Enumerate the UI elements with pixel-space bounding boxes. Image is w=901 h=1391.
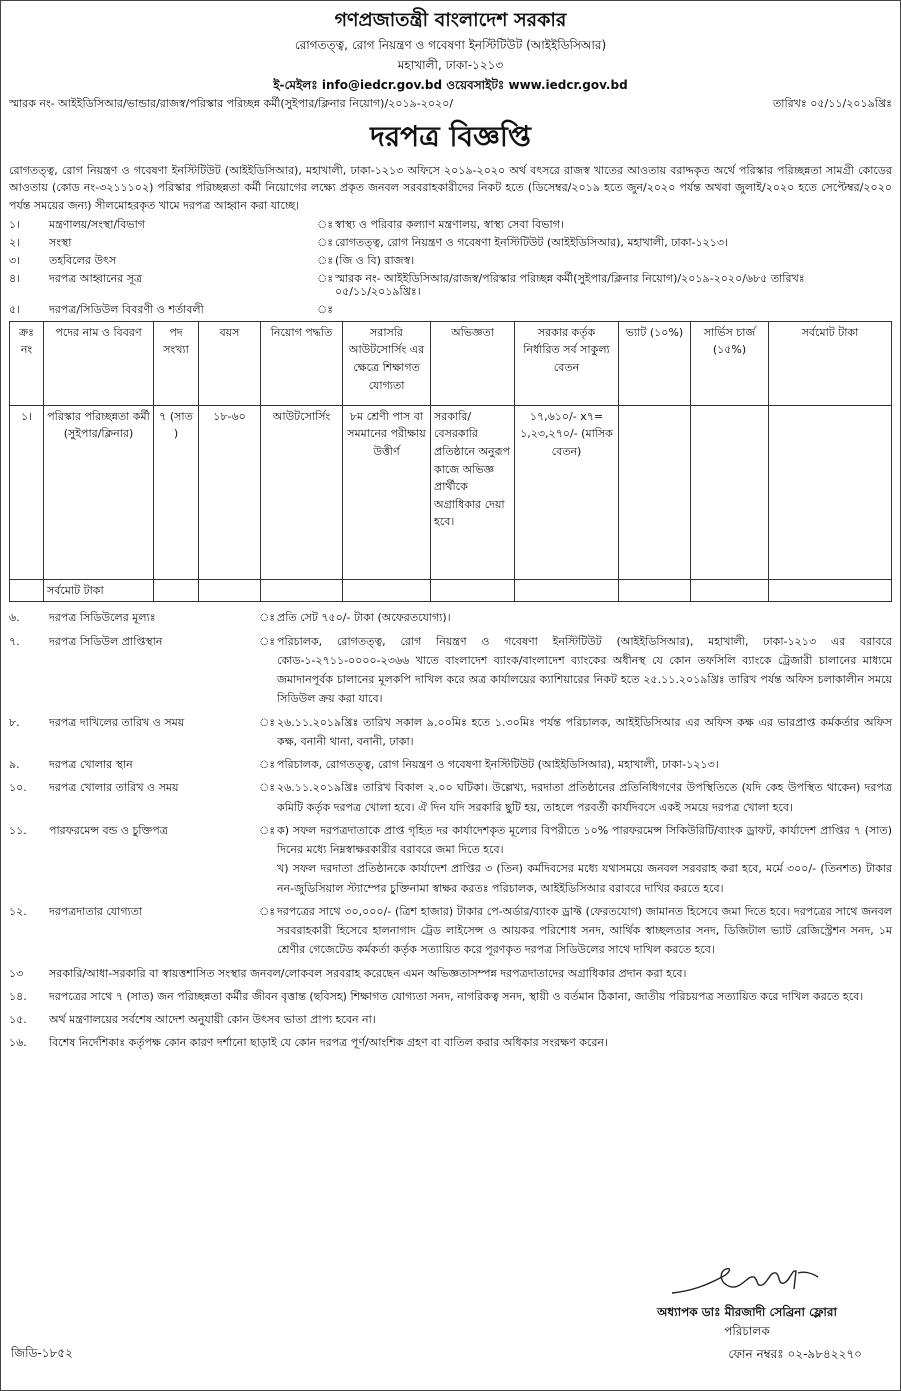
clause-label: দরপত্রদাতার যোগ্যতা [49, 904, 143, 918]
cell-post-name: পরিস্কার পরিচ্ছন্নতা কর্মী (সুইপার/ক্লিনার) [44, 405, 154, 579]
signature-block [632, 1263, 862, 1339]
memo-date: তারিখঃ ০৫/১১/২০১৯খ্রিঃ [773, 96, 892, 110]
website-link[interactable]: www.iedcr.gov.bd [508, 77, 628, 92]
wide-clause-num: ১৪. [9, 989, 27, 1003]
cell-method: আউটসোর্সিং [261, 405, 343, 579]
info-list [9, 216, 892, 319]
col-serial: ক্রঃ নং [10, 321, 44, 405]
info-num: ২। [9, 236, 21, 250]
phone-number: ফোন নম্বরঃ ০২-৯৮৪২২৭০ [728, 1347, 862, 1361]
wide-clause-list [9, 962, 892, 1055]
clause-num: ১১. [9, 823, 27, 837]
info-value: (জি ও বি) রাজস্ব। [335, 253, 415, 267]
total-empty [431, 579, 515, 602]
info-num: ৫। [9, 303, 21, 317]
table-header-row [10, 321, 892, 405]
cell-vat [619, 405, 691, 579]
clause-label: দরপত্র খোলার তারিখ ও সময় [49, 781, 179, 795]
wide-clause-num: ১৩ [9, 966, 24, 980]
institute-name: রোগতত্ত্ব, রোগ নিয়ন্ত্রণ ও গবেষণা ইনস্টিটিউট (আইইডিসিআর) [294, 37, 607, 52]
wide-clause-num: ১৫. [9, 1013, 27, 1027]
clause-value-b: খ) সফল দরদাতা প্রতিষ্ঠানকে কার্যাদেশ প্রাপ্তির ৩ (তিন) কর্মদিবসের মধ্যে যথাসময়ে জনবল সরবরাহ করা হবে, মর্মে ৩০০/- (তিনশত) টাকার নন-জুডিসিয়াল স্ট্যাম্পের চুক্তিনামা স্বাক্ষর করতঃ পরিচালক, আইইডিসিআর বরাবরে দাখির করতে হবে। [277, 862, 892, 895]
info-label: তহবিলের উৎস [49, 253, 117, 267]
header [9, 9, 892, 93]
total-empty [10, 579, 44, 602]
total-empty [769, 579, 892, 602]
intro-paragraph: রোগতত্ত্ব, রোগ নিয়ন্ত্রণ ও গবেষণা ইনস্টিটিউট (আইইডিসিআর), মহাখালী, ঢাকা-১২১৩ অফিসে ২০১৯-২০২০ অর্থ বৎসরে রাজস্ব খাতের আওতায় বরাদ্দকৃত অর্থে পরিস্কার পরিচ্ছন্নতা সামগ্রী কোডের আওতায় (কোড নং-৩২১১১০২) পরিস্কার পরিচ্ছন্নতা কর্মী নিয়োগের লক্ষ্যে প্রকৃত জনবল সরবরাহকারীদের নিকট হতে (ডিসেম্বর/২০১৯ হতে জুন/২০২০ পর্যন্ত অথবা জুলাই/২০২০ হতে সেপ্টেম্বর/২০২০ পর্যন্ত সময়ের জন্য) সীলমোহরকৃত খামে দরপত্র আহ্বান করা যাচ্ছে। [9, 163, 893, 212]
clause-num: ৮. [9, 715, 20, 729]
total-empty [154, 579, 199, 602]
clause-sep: ঃ [259, 781, 276, 795]
col-salary: সরকার কর্তৃক নির্ধারিত সর্ব সাকুল্য বেতন [515, 321, 619, 405]
memo-number: স্মারক নং- আইইডিসিআর/ভান্ডার/রাজস্ব/পরিস্কার পরিচ্ছন্ন কর্মী(সুইপার/ক্লিনার নিয়োগ)/২০১৯-২০২০/ [9, 96, 454, 110]
wide-clause-text: বিশেষ নির্দেশিকাঃ কর্তৃপক্ষ কোন কারণ দর্শানো ছাড়াই যে কোন দরপত্র পূর্ণ/আংশিক গ্রহণ বা বাতিল করার অধিকার সংরক্ষণ করেন। [49, 1036, 608, 1050]
col-method: নিয়োগ পদ্ধতি [261, 321, 343, 405]
clause-num: ৭. [9, 634, 20, 648]
total-empty [261, 579, 343, 602]
info-sep: ঃ [317, 303, 334, 317]
wide-clause-text: সরকারি/আধা-সরকারি বা স্বায়ত্তশাসিত সংস্থার জনবল/লোকবল সরবরাহ করেছেন এমন অভিজ্ঞতাসম্পন্ন দরপত্রদাতাদের অগ্রাধিকার প্রদান করা হবে। [49, 966, 687, 980]
clause-label: দরপত্র সিডিউলের মূল্যঃ [49, 611, 156, 625]
gd-code: জিডি-১৮৫২ [11, 1346, 73, 1360]
info-label: দরপত্র আহ্বানের সূত্র [49, 271, 143, 285]
email-label: ই-মেইলঃ [273, 77, 318, 92]
clause-sep: ঃ [259, 634, 276, 648]
info-sep: ঃ [317, 253, 334, 267]
notice-title: দরপত্র বিজ্ঞপ্তি [370, 119, 531, 153]
clause-sep: ঃ [259, 758, 276, 772]
info-value: স্বাস্থ্য ও পরিবার কল্যাণ মন্ত্রণালয়, স্বাস্থ্য সেবা বিভাগ। [335, 218, 564, 232]
info-value: রোগতত্ত্ব, রোগ নিয়ন্ত্রণ ও গবেষণা ইনস্টিটিউট (আইইডিসিআর), মহাখালী, ঢাকা-১২১৩। [335, 236, 728, 250]
info-value: স্মারক নং- আইইডিসিআর/রাজস্ব/পরিস্কার পরিচ্ছন্ন কর্মী(সুইপার/ক্লিনার নিয়োগ)/২০১৯-২০২০/৬৮৫ তারিখঃ ০৫/১১/২০১৯খ্রিঃ। [335, 271, 805, 299]
info-num: ১। [9, 218, 21, 232]
clause-value: ২৬.১১.২০১৯খ্রিঃ তারিখ সকাল ৯.০০মিঃ হতে ১.৩০মিঃ পর্যন্ত পরিচালক, আইইডিসিআর এর অফিস কক্ষ এর ভারপ্রাপ্ত কর্মকর্তার অফিস কক্ষ, বনানী থানা, বনানী, ঢাকা। [277, 715, 892, 748]
col-service-charge: সার্ভিস চার্জ (১৫%) [691, 321, 769, 405]
info-num: ৩। [9, 253, 21, 267]
clause-value [277, 819, 892, 900]
clause-sep: ঃ [259, 904, 276, 918]
info-sep: ঃ [317, 236, 334, 250]
schedule-table [9, 321, 892, 603]
cell-post-count: ৭ (সাত ) [154, 405, 199, 579]
col-age: বয়স [199, 321, 261, 405]
signatory-role: পরিচালক [724, 1324, 770, 1338]
cell-total [769, 405, 892, 579]
clause-value: পরিচালক, রোগতত্ত্ব, রোগ নিয়ন্ত্রণ ও গবেষণা ইনস্টিটিউট (আইইডিসিআর), মহাখালী, ঢাকা-১২১৩। [277, 758, 719, 772]
col-qualification: সরাসরি আউটসোর্সিং এর ক্ষেত্রে শিক্ষাগত যোগ্যতা [343, 321, 431, 405]
info-num: ৪। [9, 271, 21, 285]
clause-list [9, 606, 892, 961]
clause-sep: ঃ [259, 715, 276, 729]
cell-service-charge [691, 405, 769, 579]
signatory-name: অধ্যাপক ডাঃ মীরজাদী সেব্রিনা ফ্লোরা [657, 1305, 837, 1319]
info-label: সংস্থা [49, 236, 72, 250]
cell-serial: ১। [10, 405, 44, 579]
clause-value: প্রতি সেট ৭৫০/- টাকা (অফেরতযোগ্য)। [277, 611, 451, 625]
info-label: মন্ত্রণালয়/সংস্থা/বিভাগ [49, 218, 146, 232]
cell-qualification: ৮ম শ্রেণী পাস বা সমমানের পরীক্ষায় উত্তীর্ণ [343, 405, 431, 579]
wide-clause-text: অর্থ মন্ত্রণালয়ের সর্বশেষ আদেশ অনুযায়ী কোন উৎসব ভাতা প্রাপ্য হবেন না। [49, 1013, 376, 1027]
clause-sep: ঃ [259, 611, 276, 625]
total-empty [691, 579, 769, 602]
wide-clause-text: দরপত্রের সাথে ৭ (সাত) জন পরিচ্ছন্নতা কর্মীর জীবন বৃত্তান্ত (ছবিসহ) শিক্ষাগত যোগ্যতা সনদ, নাগরিকত্ব সনদ, স্থায়ী ও বর্তমান ঠিকানা, জাতীয় পরিচয়পত্র সত্যায়িত করে দাখিল করতে হবে। [49, 989, 864, 1003]
email-link[interactable]: info@iedcr.gov.bd [321, 77, 443, 92]
clause-sep: ঃ [259, 823, 276, 837]
government-title: গণপ্রজাতন্ত্রী বাংলাদেশ সরকার [334, 9, 567, 31]
clause-num: ১০. [9, 781, 27, 795]
clause-label: দরপত্র দাখিলের তারিখ ও সময় [49, 715, 185, 729]
total-label: সর্বমোট টাকা [44, 579, 154, 602]
wide-clause-num: ১৬. [9, 1036, 27, 1050]
website-label: ওয়েবসাইটঃ [446, 77, 505, 92]
clause-value: দরপত্রের সাথে ৩০,০০০/- (ত্রিশ হাজার) টাকার পে-অর্ডার/ব্যাংক ড্রাফ্ট (ফেরতযোগ) জামানত হিসেবে জমা দিতে হবে। দরপত্রের সাথে জনবল সরবরাহকারী হিসেবে হালনাগাদ ট্রেড লাইসেন্স ও আয়কর পরিশোধ সনদ, আর্থিক স্বাচ্ছলতার সনদ, ডিজিটাল ভ্যাট রেজিস্ট্রেশন সনদ, ১ম শ্রেণীর গেজেটেড কর্মকর্তা কর্তৃক সত্যায়িত করে পূরণকৃত দরপত্র সিডিউলের সাথে দাখিল করতে হবে। [277, 904, 892, 957]
handwritten-signature [662, 1263, 832, 1299]
clause-value: ২৬.১১.২০১৯খ্রিঃ তারিখ বিকাল ২.০০ ঘটিকা। উল্লেখ্য, দরদাতা প্রতিষ্ঠানের প্রতিনিধিগণের উপস্থিতিতে (যদি কেহ উপস্থিত থাকেন) দরপত্র কমিটি কর্তৃক দরপত্র খোলা হবে। ঐ দিন যদি সরকারি ছুটি হয়, তাহলে পরবর্তী কার্যদিবসে একই সময়ে দরপত্র খোলা হবে। [277, 781, 892, 814]
memo-row [9, 97, 892, 111]
col-total: সর্বমোট টাকা [769, 321, 892, 405]
col-vat: ভ্যাট (১০%) [619, 321, 691, 405]
table-row [10, 405, 892, 579]
col-experience: অভিজ্ঞতা [431, 321, 515, 405]
clause-label: দরপত্র খোলার স্থান [49, 758, 133, 772]
total-empty [619, 579, 691, 602]
clause-value: পরিচালক, রোগতত্ত্ব, রোগ নিয়ন্ত্রণ ও গবেষণা ইনস্টিটিউট (আইইডিসিআর), মহাখালী, ঢাকা-১২১৩ এর বরাবরে কোড-১-২৭১১-০০০০-২৩৬৬ খাতে বাংলাদেশ ব্যাংক/বাংলাদেশ ব্যাংকের অধীনস্থ যে কোন তফসিলি ব্যাংকে ট্রেজারী চালানের মাধ্যমে জমাদানপূর্বক চালানের মূলকপি দাখিল করে অত্র কার্যালয়ের ক্যাশিয়ারের নিকট হতে ২৫.১১.২০১৯খ্রিঃ তারিখ পর্যন্ত অফিস চলাকালীন সময়ে সিডিউল ক্রয় করা যাবে। [277, 634, 892, 706]
info-value [335, 301, 892, 319]
info-sep: ঃ [317, 271, 334, 285]
cell-experience: সরকারি/ বেসরকারি প্রতিষ্ঠানে অনুরূপ কাজে অভিজ্ঞ প্রার্থীকে অগ্রাধিকার দেয়া হবে। [431, 405, 515, 579]
clause-label: পারফরমেন্স বন্ড ও চুক্তিপত্র [49, 823, 168, 837]
contact-line [9, 78, 892, 93]
info-label: দরপত্র/সিডিউল বিবরণী ও শর্তাবলী [49, 303, 204, 317]
clause-label: দরপত্র সিডিউল প্রাপ্তিস্থান [49, 634, 163, 648]
col-post-name: পদের নাম ও বিবরণ [44, 321, 154, 405]
institute-address: মহাখালী, ঢাকা-১২১৩ [397, 57, 504, 72]
clause-value-a: ক) সফল দরপত্রদাতাকে প্রাপ্ত গৃহিত দর কার্যাদেশকৃত মূল্যের বিপরীতে ১০% পারফরমেন্স সিকিউরিটি/ব্যাংক ড্রাফট, কার্যাদেশ প্রাপ্তির ৭ (সাত) দিনের মধ্যে নিম্নস্বাক্ষরকারীর বরাবরে জমা দিতে হবে। [277, 823, 892, 857]
clause-num: ৬. [9, 611, 20, 625]
total-empty [515, 579, 619, 602]
total-empty [199, 579, 261, 602]
total-empty [343, 579, 431, 602]
cell-age: ১৮-৬০ [199, 405, 261, 579]
info-sep: ঃ [317, 218, 334, 232]
table-total-row [10, 579, 892, 602]
clause-num: ৯. [9, 758, 20, 772]
clause-num: ১২. [9, 904, 27, 918]
cell-salary: ১৭,৬১০/- x৭= ১,২৩,২৭০/- (মাসিক বেতন) [515, 405, 619, 579]
col-post-count: পদ সংখ্যা [154, 321, 199, 405]
